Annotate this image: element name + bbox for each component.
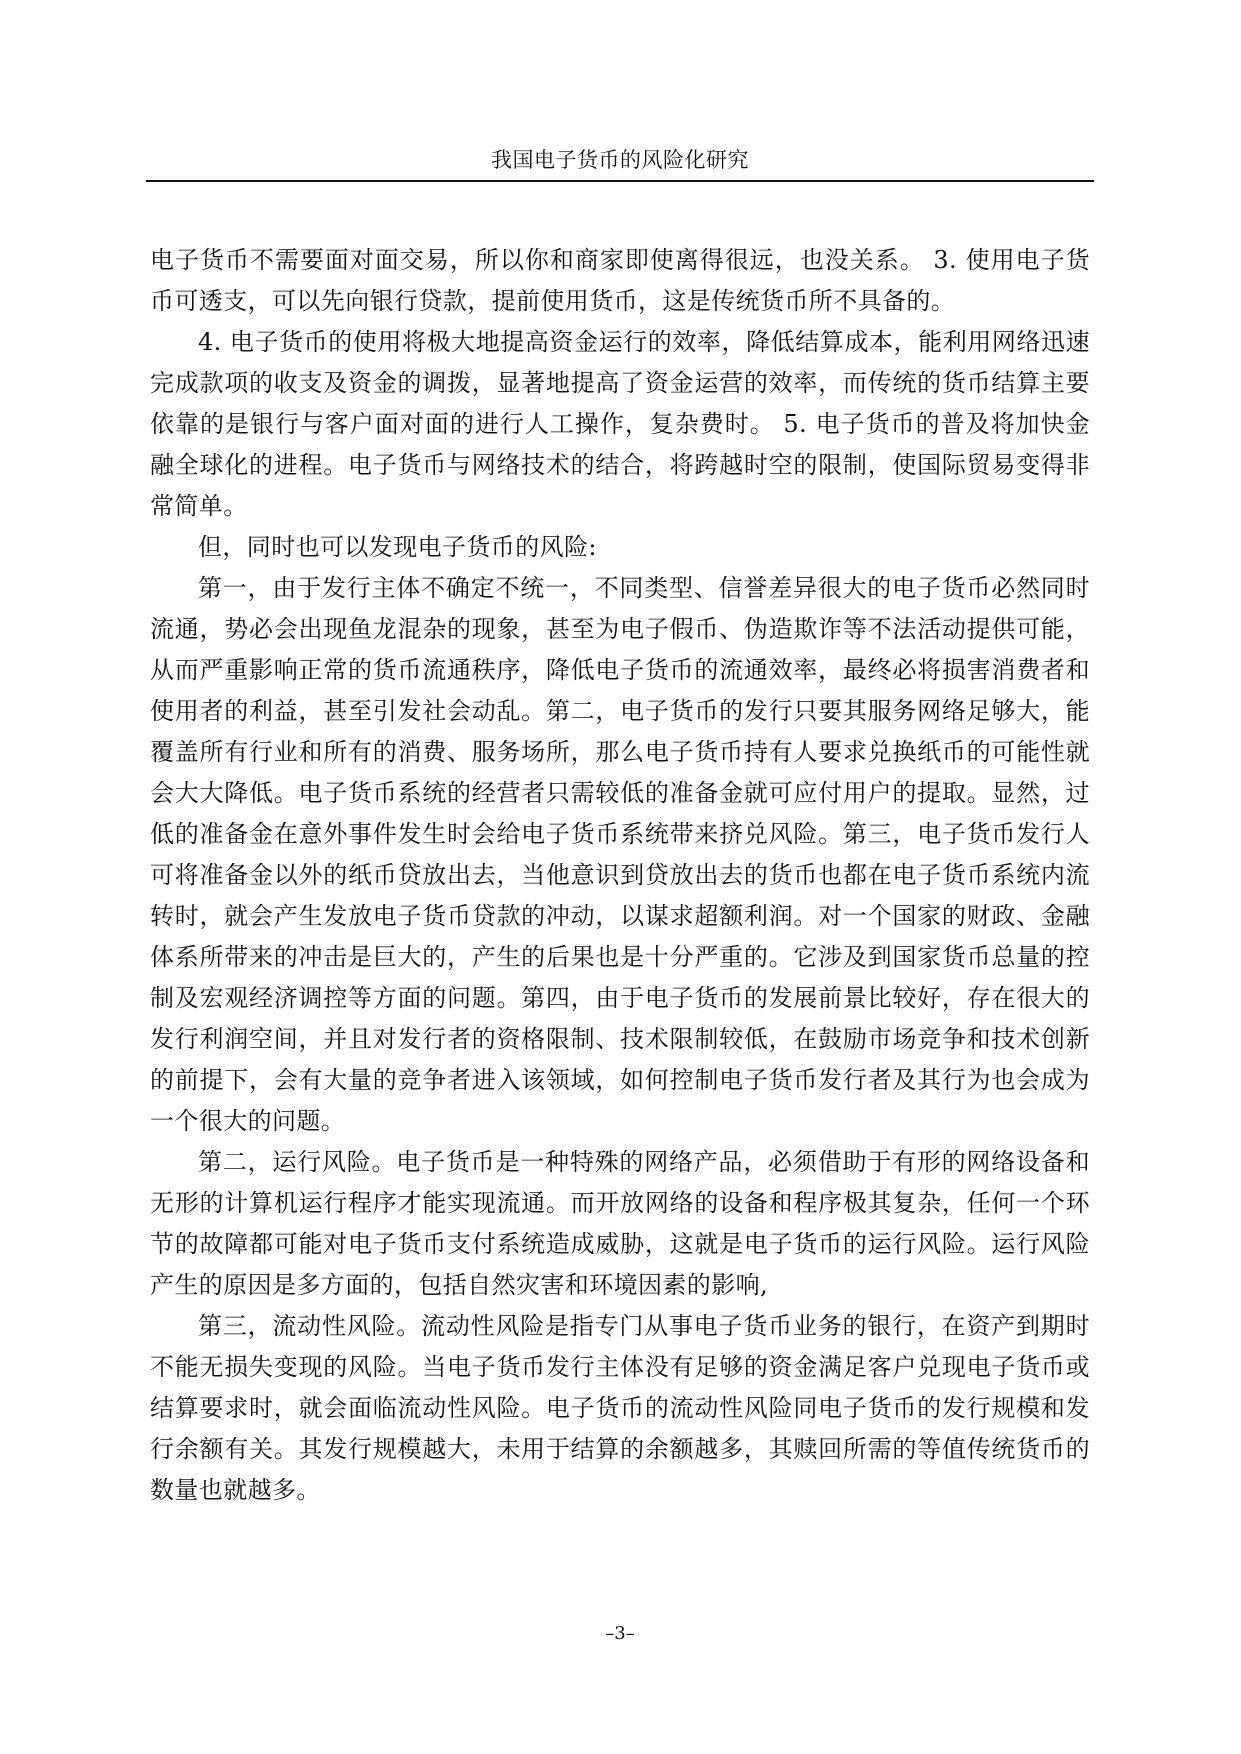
header-divider: [146, 180, 1094, 182]
paragraph-3: 但，同时也可以发现电子货币的风险:: [198, 533, 597, 561]
paragraph-5: 第二，运行风险。电子货币是一种特殊的网络产品，必须借助于有形的网络设备和无形的计算机运行程序才能实现流通。而开放网络的设备和程序极其复杂，任何一个环节的故障都可能对电子货币支付系统造成威胁，这就是电子货币的运行风险。运行风险产生的原因是多方面的，包括自然灾害和环境因素的影响,: [150, 1148, 1090, 1299]
running-header-title: 我国电子货币的风险化研究: [491, 148, 749, 172]
paragraph-4: 第一，由于发行主体不确定不统一，不同类型、信誉差异很大的电子货币必然同时流通，势必会出现鱼龙混杂的现象，甚至为电子假币、伪造欺诈等不法活动提供可能，从而严重影响正常的货币流通秩序，降低电子货币的流通效率，最终必将损害消费者和使用者的利益，甚至引发社会动乱。第二，电子货币的发行只要其服务网络足够大，能覆盖所有行业和所有的消费、服务场所，那么电子货币持有人要求兑换纸币的可能性就会大大降低。电子货币系统的经营者只需较低的准备金就可应付用户的提取。显然，过低的准备金在意外事件发生时会给电子货币系统带来挤兑风险。第三，电子货币发行人可将准备金以外的纸币贷放出去，当他意识到贷放出去的货币也都在电子货币系统内流转时，就会产生发放电子货币贷款的冲动，以谋求超额利润。对一个国家的财政、金融体系所带来的冲击是巨大的，产生的后果也是十分严重的。它涉及到国家货币总量的控制及宏观经济调控等方面的问题。第四，由于电子货币的发展前景比较好，存在很大的发行利润空间，并且对发行者的资格限制、技术限制较低，在鼓励市场竞争和技术创新的前提下，会有大量的竞争者进入该领域，如何控制电子货币发行者及其行为也会成为一个很大的问题。: [150, 574, 1090, 1135]
paragraph-1: 电子货币不需要面对面交易，所以你和商家即使离得很远，也没关系。 3. 使用电子货币可透支，可以先向银行贷款，提前使用货币，这是传统货币所不具备的。: [150, 246, 1090, 315]
page-number: –3–: [605, 1623, 635, 1644]
body-text: [150, 240, 1090, 1511]
paragraph-6: 第三，流动性风险。流动性风险是指专门从事电子货币业务的银行，在资产到期时不能无损失变现的风险。当电子货币发行主体没有足够的资金满足客户兑现电子货币或结算要求时，就会面临流动性风险。电子货币的流动性风险同电子货币的发行规模和发行余额有关。其发行规模越大，未用于结算的余额越多，其赎回所需的等值传统货币的数量也就越多。: [150, 1312, 1090, 1504]
paragraph-2: 4. 电子货币的使用将极大地提高资金运行的效率，降低结算成本，能利用网络迅速完成款项的收支及资金的调拨，显著地提高了资金运营的效率，而传统的货币结算主要依靠的是银行与客户面对面的进行人工操作，复杂费时。 5. 电子货币的普及将加快金融全球化的进程。电子货币与网络技术的结合，将跨越时空的限制，使国际贸易变得非常简单。: [150, 328, 1090, 520]
